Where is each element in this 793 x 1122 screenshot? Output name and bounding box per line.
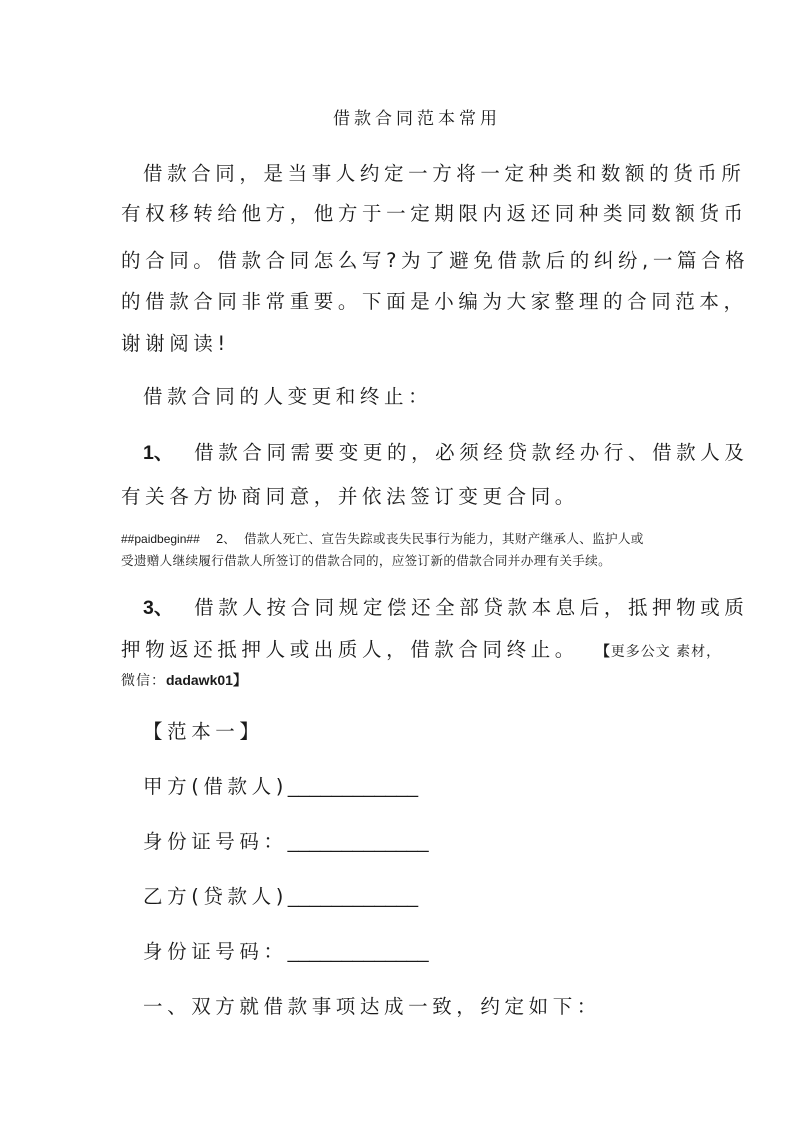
paid-marker: ##paidbegin##: [121, 532, 200, 546]
section-heading: 借款合同的人变更和终止：: [143, 385, 433, 408]
item-text: 押物返还抵押人或出质人，借款合同终止。: [121, 638, 579, 661]
note-bracket-open: 【: [595, 644, 611, 660]
promo-note-line-2: [121, 670, 248, 690]
note-text: 更多公文 素材，: [610, 644, 722, 660]
fill-blank[interactable]: _____________: [287, 941, 429, 963]
note-bracket-close: 】: [232, 673, 248, 689]
item-number: 1、: [143, 442, 174, 464]
field-lender-id: [143, 936, 429, 964]
intro-line: 借款合同，是当事人约定一方将一定种类和数额的货币所: [143, 162, 746, 185]
fill-blank[interactable]: ____________: [287, 776, 419, 798]
fill-blank[interactable]: _____________: [287, 831, 429, 853]
item-text: 借款人死亡、宣告失踪或丧失民事行为能力，其财产继承人、监护人或: [243, 531, 644, 546]
note-prefix: 微信：: [121, 673, 166, 689]
intro-line: 谢谢阅读!: [121, 332, 230, 355]
field-label: 甲方(借款人): [143, 775, 288, 798]
field-label: 乙方(贷款人): [143, 885, 288, 908]
item-1-line-2: 有关各方协商同意，并依法签订变更合同。: [121, 485, 579, 508]
field-label: 身份证号码：: [143, 830, 288, 853]
item-3-line-2: [121, 634, 721, 662]
intro-line: 有权移转给他方，他方于一定期限内返还同种类同数额货币: [121, 202, 748, 225]
item-1-line-1: [143, 437, 748, 465]
document-title: 借款合同范本常用: [333, 109, 501, 129]
item-number: 2、: [216, 532, 236, 546]
field-label: 身份证号码：: [143, 940, 288, 963]
item-3-line-1: [143, 592, 748, 620]
item-number: 3、: [143, 597, 174, 619]
field-borrower-id: [143, 826, 429, 854]
intro-line: 的借款合同非常重要。下面是小编为大家整理的合同范本，: [121, 290, 748, 313]
fill-blank[interactable]: ____________: [287, 886, 419, 908]
item-text: 借款人按合同规定偿还全部贷款本息后，抵押物或质: [194, 596, 749, 619]
sample-heading: 【范本一】: [143, 720, 264, 743]
field-lender: [143, 881, 418, 909]
item-2-line-2: 受遗赠人继续履行借款人所签订的借款合同的，应签订新的借款合同并办理有关手续。: [121, 553, 611, 568]
wechat-id: dadawk01: [166, 672, 233, 688]
intro-line: 的合同。借款合同怎么写?为了避免借款后的纠纷,一篇合格: [121, 249, 750, 272]
item-2-line-1: [121, 528, 644, 547]
clause-1: 一、双方就借款事项达成一致，约定如下：: [143, 995, 601, 1018]
field-borrower: [143, 771, 418, 799]
promo-note: [596, 644, 721, 660]
item-text: 借款合同需要变更的，必须经贷款经办行、借款人及: [194, 441, 749, 464]
